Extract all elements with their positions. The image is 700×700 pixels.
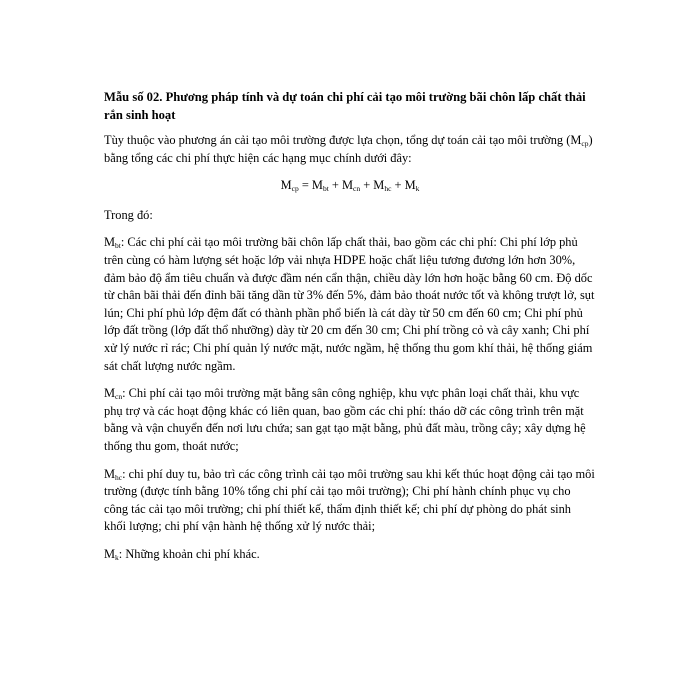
formula-term-2-sub: cn <box>353 184 361 194</box>
definition-symbol-sub: hc <box>115 472 123 482</box>
definition-symbol: M <box>104 466 116 481</box>
definition-symbol-sub: k <box>115 552 119 562</box>
definition-symbol: M <box>104 386 116 401</box>
definition-symbol: M <box>104 546 116 561</box>
trong-do-label: Trong đó: <box>104 207 153 222</box>
document-title: Mẫu số 02. Phương pháp tính và dự toán chi phí cải tạo môi trường bãi chôn lấp chất thải rắn sinh hoạt <box>104 90 586 122</box>
formula-term-3: M <box>373 178 385 193</box>
formula-term-4: M <box>404 178 416 193</box>
cost-formula <box>104 177 596 195</box>
definition-symbol-sub: cn <box>115 392 123 402</box>
definition-text: : Các chi phí cải tạo môi trường bãi chôn lấp chất thải, bao gồm các chi phí: Chi phí lớp phủ trên cùng có hàm lượng sét hoặc lớp vải nhựa HDPE hoặc chất liệu tương đương lớn hơn 30%, đảm bảo độ ẩm tiêu chuẩn và được đầm nén cẩn thận, chiều dày lớn hơn hoặc bằng 60 cm. Độ dốc từ chân bãi thải đến đỉnh bãi tăng dần từ 3% đến 5%, đảm bảo thoát nước tốt và không trượt lở, sụt lún; Chi phí phủ lớp đệm đất có thành phần phổ biến là cát dày từ 50 cm đến 60 cm; Chi phí phủ lớp đất trồng (lớp đất thổ nhưỡng) dày từ 20 cm đến 30 cm; Chi phí trồng cỏ và cây xanh; Chi phí xử lý nước rỉ rác; Chi phí quản lý nước mặt, nước ngầm, hệ thống thu gom khí thải, hệ thống giám sát chất lượng nước ngầm. <box>104 235 595 373</box>
formula-term-1-sub: bt <box>322 184 329 194</box>
definition-item <box>104 546 596 564</box>
definition-text: : chi phí duy tu, bảo trì các công trình cải tạo môi trường sau khi kết thúc hoạt động cải tạo môi trường (được tính bằng 10% tổng chi phí cải tạo môi trường); Chi phí hành chính phục vụ cho công tác cải tạo môi trường; chi phí thiết kế, thẩm định thiết kế; chi phí dự phòng do phát sinh khối lượng; chi phí vận hành hệ thống xử lý nước thải; <box>104 466 595 534</box>
definition-item <box>104 385 596 455</box>
formula-lhs: M <box>280 178 292 193</box>
intro-paragraph <box>104 132 596 167</box>
document-page <box>104 88 596 573</box>
formula-term-2: M <box>341 178 354 193</box>
definition-item <box>104 234 596 375</box>
formula-equals: = <box>298 178 312 193</box>
formula-plus-2: + <box>360 178 374 193</box>
formula-plus-3: + <box>391 178 405 193</box>
intro-text-after: ) bằng tổng các chi phí thực hiện các hạng mục chính dưới đây: <box>104 133 593 165</box>
definition-text: : Chi phí cải tạo môi trường mặt bằng sân công nghiệp, khu vực phân loại chất thải, khu vực phụ trợ và các hoạt động khác có liên quan, bao gồm các chi phí: tháo dỡ các công trình trên mặt bằng và vận chuyển đến nơi lưu chứa; san gạt tạo mặt bằng, phủ đất màu, trồng cây; xây dựng hệ thống thu gom, thoát nước; <box>104 386 586 453</box>
definition-symbol-sub: bt <box>115 241 121 251</box>
formula-term-4-sub: k <box>415 184 420 194</box>
definition-item <box>104 466 596 536</box>
definition-symbol: M <box>104 235 116 250</box>
intro-subscript: cp <box>581 139 589 148</box>
formula-lhs-sub: cp <box>291 184 299 194</box>
intro-text-before: Tùy thuộc vào phương án cải tạo môi trường được lựa chọn, tổng dự toán cải tạo môi trường (M <box>104 133 582 147</box>
formula-term-3-sub: hc <box>384 184 392 194</box>
formula-plus-1: + <box>328 178 342 193</box>
formula-term-1: M <box>311 178 323 193</box>
definition-text: : Những khoản chi phí khác. <box>118 546 260 561</box>
